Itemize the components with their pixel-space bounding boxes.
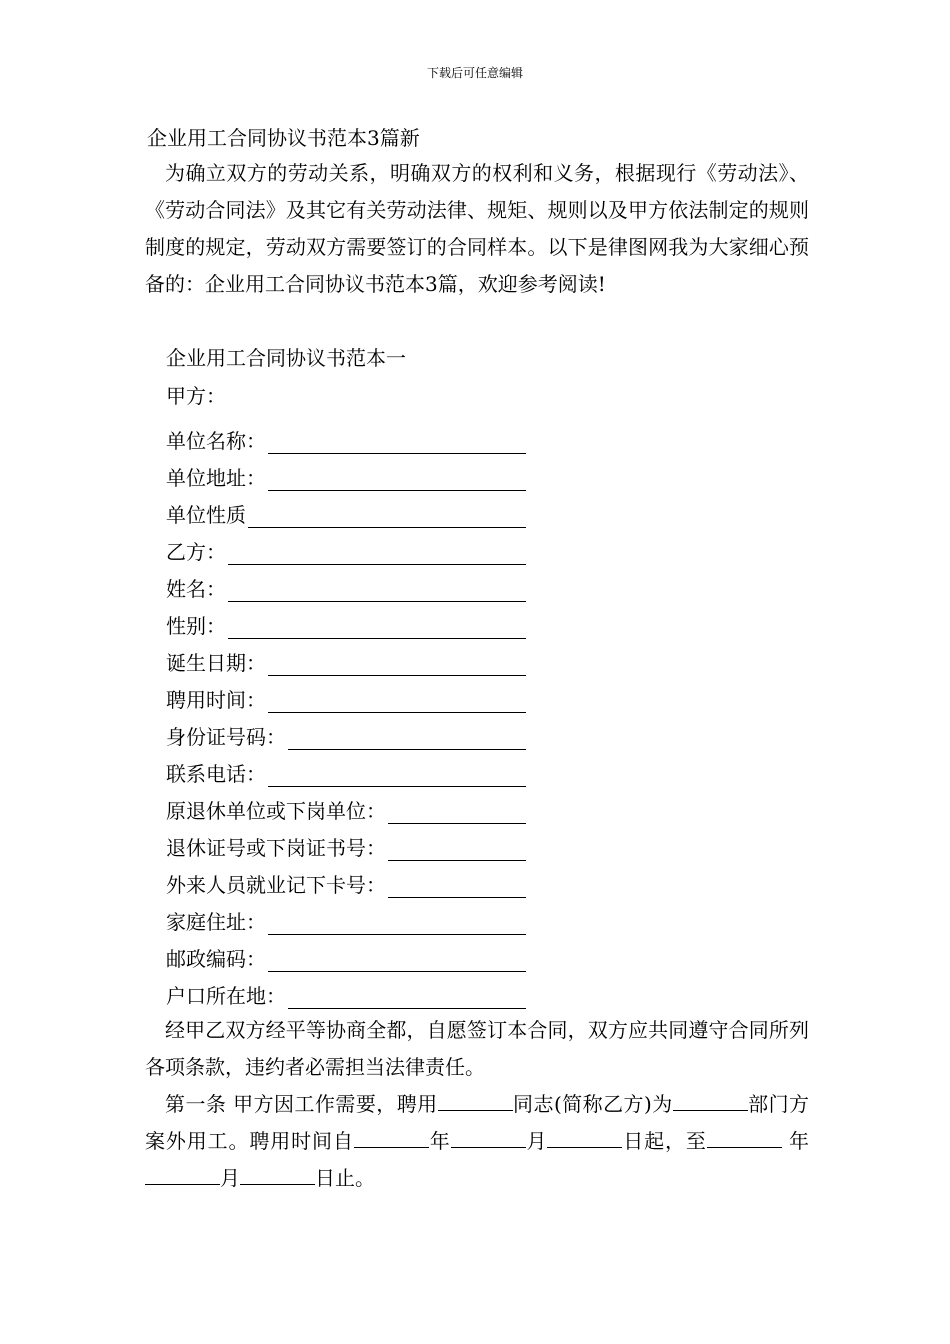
fill-blank: [547, 1127, 622, 1148]
article-1-paragraph: 第一条 甲方因工作需要，聘用 同志(简称乙方)为 部门方案外用工。聘用时间自 年 月 日起，至 年月 日止。: [145, 1092, 810, 1190]
field-home-address: 家庭住址：: [166, 898, 526, 935]
field-party-b: 乙方：: [166, 528, 526, 565]
field-id-number: 身份证号码：: [166, 713, 526, 750]
fill-blank: [228, 542, 526, 565]
party-a-label: 甲方：: [166, 384, 226, 408]
field-phone: 联系电话：: [166, 750, 526, 787]
fill-blank: [288, 986, 526, 1009]
fill-blank: [388, 801, 526, 824]
fill-blank: [354, 1127, 429, 1148]
field-name: 姓名：: [166, 565, 526, 602]
field-household-registration: 户口所在地：: [166, 972, 526, 1009]
fill-blank: [268, 653, 526, 676]
fill-blank: [388, 875, 526, 898]
fill-blank: [288, 727, 526, 750]
field-employment-card: 外来人员就业记下卡号：: [166, 861, 526, 898]
field-postal-code: 邮政编码：: [166, 935, 526, 972]
field-former-unit: 原退休单位或下岗单位：: [166, 787, 526, 824]
fill-blank: [228, 579, 526, 602]
fill-blank: [145, 1164, 220, 1185]
field-retirement-cert: 退休证号或下岗证书号：: [166, 824, 526, 861]
document-title: 企业用工合同协议书范本3篇新: [147, 126, 420, 150]
fill-blank: [268, 764, 526, 787]
page-header: 下载后可任意编辑: [426, 66, 523, 80]
fill-blank: [268, 912, 526, 935]
agreement-paragraph: 经甲乙双方经平等协商全都，自愿签订本合同，双方应共同遵守合同所列各项条款，违约者必需担当法律责任。: [145, 1018, 809, 1079]
fill-blank: [673, 1090, 748, 1111]
fill-blank: [268, 468, 526, 491]
field-birth-date: 诞生日期：: [166, 639, 526, 676]
fill-blank: [268, 949, 526, 972]
fill-blank: [438, 1090, 513, 1111]
fill-blank: [228, 616, 526, 639]
fill-blank: [707, 1127, 782, 1148]
fill-blank: [451, 1127, 526, 1148]
field-unit-address: 单位地址：: [166, 454, 526, 491]
intro-paragraph: 为确立双方的劳动关系，明确双方的权利和义务，根据现行《劳动法》、《劳动合同法》及其它有关劳动法律、规矩、规则以及甲方依法制定的规则制度的规定，劳动双方需要签订的合同样本。以下是律图网我为大家细心预备的：企业用工合同协议书范本3篇，欢迎参考阅读!: [145, 161, 809, 296]
fill-blank: [240, 1164, 315, 1185]
field-unit-name: 单位名称：: [166, 417, 526, 454]
fill-blank: [268, 431, 526, 454]
fill-blank: [388, 838, 526, 861]
fill-blank: [248, 505, 526, 528]
section-title: 企业用工合同协议书范本一: [166, 346, 406, 370]
contract-fields: [166, 417, 526, 1009]
field-unit-nature: 单位性质: [166, 491, 526, 528]
fill-blank: [268, 690, 526, 713]
field-hire-time: 聘用时间：: [166, 676, 526, 713]
field-gender: 性别：: [166, 602, 526, 639]
